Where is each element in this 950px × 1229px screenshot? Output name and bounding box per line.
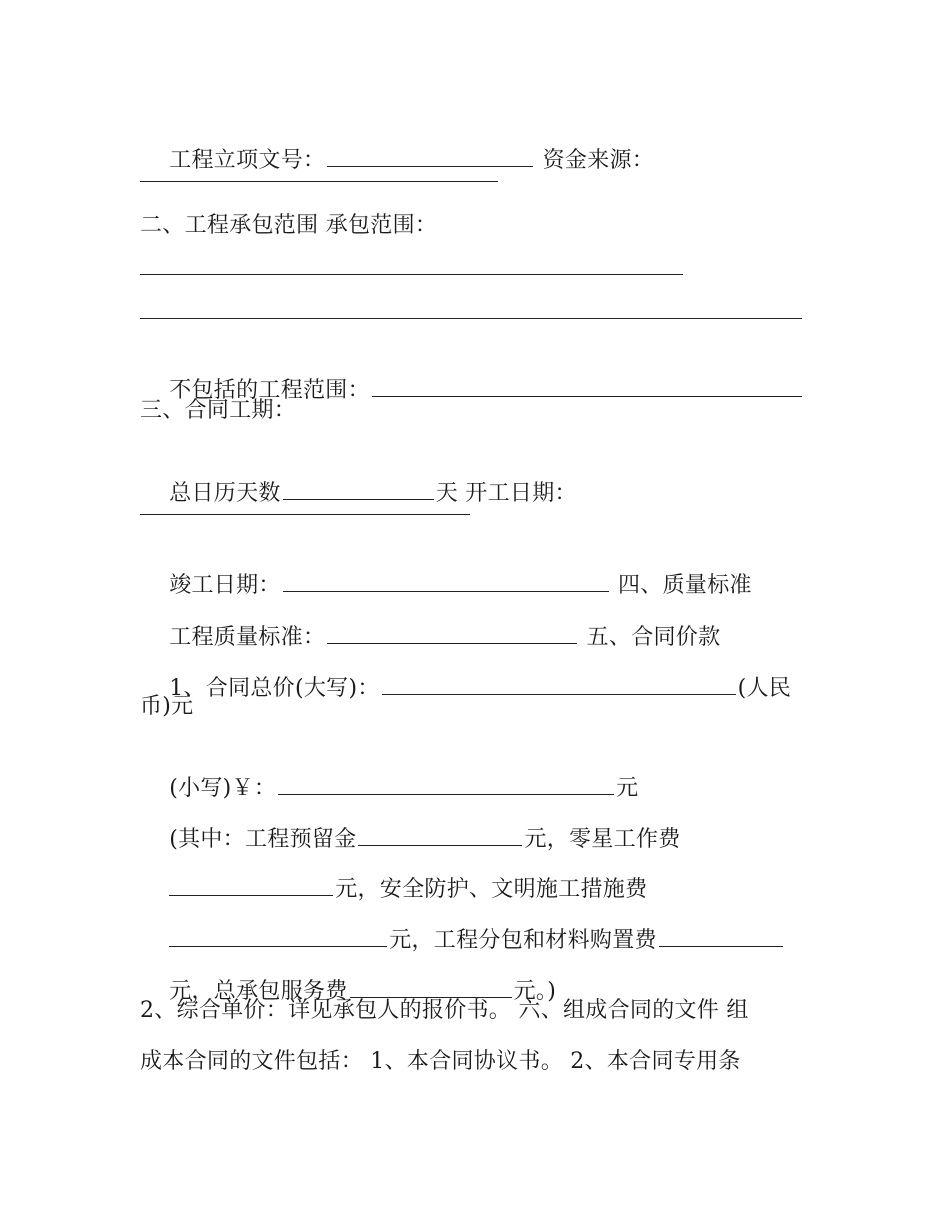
subcontract-label: 元，工程分包和材料购置费 — [389, 928, 657, 953]
unit-price-line: 2、综合单价：详见承包人的报价书。 六、组成合同的文件 组 — [140, 998, 749, 1023]
service-fee-blank[interactable] — [350, 975, 512, 998]
amount-figures-label: (小写)￥： — [169, 776, 277, 801]
yuan-unit: 元 — [616, 776, 639, 801]
start-date-blank[interactable] — [140, 514, 470, 515]
section-5-heading: 五、合同价款 — [586, 625, 721, 650]
project-approval-label: 工程立项文号： — [169, 148, 326, 173]
completion-date-blank[interactable] — [283, 569, 609, 592]
subcontract-blank[interactable] — [659, 924, 783, 947]
total-days-blank[interactable] — [283, 477, 434, 500]
scope-blank-2[interactable] — [140, 318, 802, 319]
scope-blank-1[interactable] — [140, 274, 683, 275]
service-fee-end: 元。) — [513, 979, 557, 1004]
total-days-label: 总日历天数 — [169, 481, 281, 506]
quality-standard-blank[interactable] — [327, 621, 577, 644]
total-price-blank[interactable] — [382, 672, 736, 695]
total-days-line — [140, 447, 577, 539]
project-approval-blank[interactable] — [327, 144, 533, 167]
safety-label: 元，安全防护、文明施工措施费 — [335, 877, 648, 902]
safety-blank[interactable] — [169, 924, 387, 947]
daywork-label: 元，零星工作费 — [524, 827, 681, 852]
project-approval-line — [140, 114, 654, 206]
rmb-text-2: 币)元 — [140, 694, 194, 719]
excluded-scope-blank[interactable] — [372, 374, 802, 397]
quality-standard-label: 工程质量标准： — [169, 625, 326, 650]
rmb-text-1: (人民 — [737, 676, 792, 701]
fund-source-blank[interactable] — [140, 181, 498, 182]
total-price-line — [140, 642, 791, 734]
daywork-blank[interactable] — [169, 873, 333, 896]
excluded-scope-label: 不包括的工程范围： — [169, 378, 370, 403]
start-date-label: 天 开工日期： — [435, 481, 577, 506]
section-3-heading: 三、合同工期： — [140, 398, 297, 423]
contract-documents-line: 成本合同的文件包括： 1、本合同协议书。 2、本合同专用条 — [140, 1049, 741, 1074]
section-2-heading: 二、工程承包范围 承包范围： — [140, 213, 438, 238]
service-fee-label: 元，总承包服务费 — [169, 979, 348, 1004]
section-4-heading: 四、质量标准 — [618, 573, 752, 598]
amount-figures-blank[interactable] — [278, 772, 614, 795]
completion-date-label: 竣工日期： — [169, 573, 281, 598]
total-price-label: 1、合同总价(大写)： — [169, 676, 380, 701]
fund-source-label: 资金来源： — [542, 148, 655, 173]
reserve-fund-label: (其中：工程预留金 — [169, 827, 357, 852]
